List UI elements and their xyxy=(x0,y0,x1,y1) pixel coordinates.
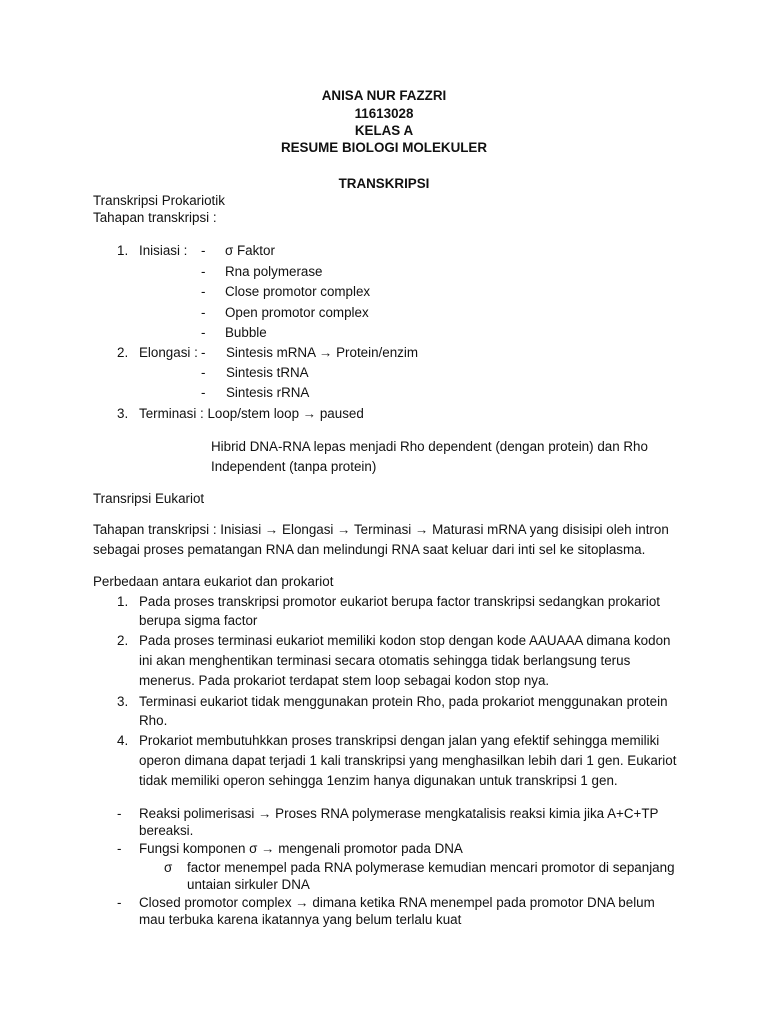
list-dash: - xyxy=(201,385,206,400)
note-text: Fungsi komponen σ → mengenali promotor pada DNA xyxy=(139,841,463,856)
difference-text: Pada proses transkripsi promotor eukariot berupa factor transkripsi sedangkan prokariot xyxy=(139,594,661,609)
difference-text: operon dimana dapat terjadi 1 kali transkripsi yang menghasilkan lebih dari 1 gen. Eukariot xyxy=(139,753,677,768)
sigma-bullet: σ xyxy=(164,860,173,875)
section-title-prokariotik: Transkripsi Prokariotik xyxy=(93,193,225,208)
eukariot-stages: sebagai proses pematangan RNA dan melindungi RNA saat keluar dari inti sel ke sitoplasma. xyxy=(93,542,646,557)
topic-title: TRANSKRIPSI xyxy=(338,176,430,191)
list-dash: - xyxy=(201,345,206,360)
list-dash: - xyxy=(201,284,206,299)
list-number: 2. xyxy=(117,345,129,360)
list-number: 1. xyxy=(117,243,129,258)
inisiasi-item: Bubble xyxy=(225,325,267,340)
list-dash: - xyxy=(117,895,122,910)
inisiasi-label: Inisiasi : xyxy=(139,243,188,258)
note-text: Closed promotor complex → dimana ketika RNA menempel pada promotor DNA belum xyxy=(139,895,655,910)
terminasi-text: Terminasi : Loop/stem loop → paused xyxy=(139,406,364,421)
difference-text: Pada proses terminasi eukariot memiliki kodon stop dengan kode AAUAAA dimana kodon xyxy=(139,633,671,648)
inisiasi-item: Close promotor complex xyxy=(225,284,371,299)
elongasi-label: Elongasi : xyxy=(139,345,198,360)
difference-text: menerus. Pada prokariot terdapat stem loop sebagai kodon stop nya. xyxy=(139,673,550,688)
list-number: 3. xyxy=(117,406,129,421)
eukariot-stages: Tahapan transkripsi : Inisiasi → Elongasi → Terminasi → Maturasi mRNA yang disisipi oleh intron xyxy=(93,522,669,537)
difference-text: Prokariot membutuhkkan proses transkripsi dengan jalan yang efektif sehingga memiliki xyxy=(139,733,660,748)
list-number: 4. xyxy=(117,733,129,748)
elongasi-item: Sintesis mRNA → Protein/enzim xyxy=(226,345,418,360)
list-dash: - xyxy=(201,243,206,258)
list-dash: - xyxy=(201,305,206,320)
inisiasi-item: Rna polymerase xyxy=(225,264,323,279)
note-text: Reaksi polimerisasi → Proses RNA polymerase mengkatalisis reaksi kimia jika A+C+TP xyxy=(139,806,659,821)
student-id: 11613028 xyxy=(354,106,414,121)
list-number: 2. xyxy=(117,633,129,648)
elongasi-item: Sintesis rRNA xyxy=(226,385,310,400)
section-title-perbedaan: Perbedaan antara eukariot dan prokariot xyxy=(93,574,334,589)
note-subtext: factor menempel pada RNA polymerase kemudian mencari promotor di sepanjang xyxy=(187,860,675,875)
list-number: 3. xyxy=(117,694,129,709)
note-subtext: untaian sirkuler DNA xyxy=(187,877,310,892)
difference-text: ini akan menghentikan terminasi secara otomatis sehingga tidak berlangsung terus xyxy=(139,653,631,668)
stages-label: Tahapan transkripsi : xyxy=(93,210,217,225)
difference-text: Rho. xyxy=(139,713,168,728)
list-number: 1. xyxy=(117,594,129,609)
note-text: bereaksi. xyxy=(139,823,194,838)
list-dash: - xyxy=(201,365,206,380)
author-name: ANISA NUR FAZZRI xyxy=(321,88,447,103)
difference-text: Terminasi eukariot tidak menggunakan protein Rho, pada prokariot menggunakan protein xyxy=(139,694,668,709)
difference-text: tidak memiliki operon sehingga 1enzim hanya digunakan untuk transkripsi 1 gen. xyxy=(139,773,618,788)
subject-title: RESUME BIOLOGI MOLEKULER xyxy=(280,140,488,155)
difference-text: berupa sigma factor xyxy=(139,613,258,628)
hybrid-text: Independent (tanpa protein) xyxy=(211,459,377,474)
inisiasi-item: σ Faktor xyxy=(225,243,275,258)
list-dash: - xyxy=(201,264,206,279)
class-label: KELAS A xyxy=(354,123,414,138)
note-text: mau terbuka karena ikatannya yang belum terlalu kuat xyxy=(139,912,462,927)
elongasi-item: Sintesis tRNA xyxy=(226,365,309,380)
hybrid-text: Hibrid DNA-RNA lepas menjadi Rho dependent (dengan protein) dan Rho xyxy=(211,439,648,454)
list-dash: - xyxy=(201,325,206,340)
section-title-eukariot: Transripsi Eukariot xyxy=(93,491,205,506)
inisiasi-item: Open promotor complex xyxy=(225,305,369,320)
list-dash: - xyxy=(117,806,122,821)
list-dash: - xyxy=(117,841,122,856)
